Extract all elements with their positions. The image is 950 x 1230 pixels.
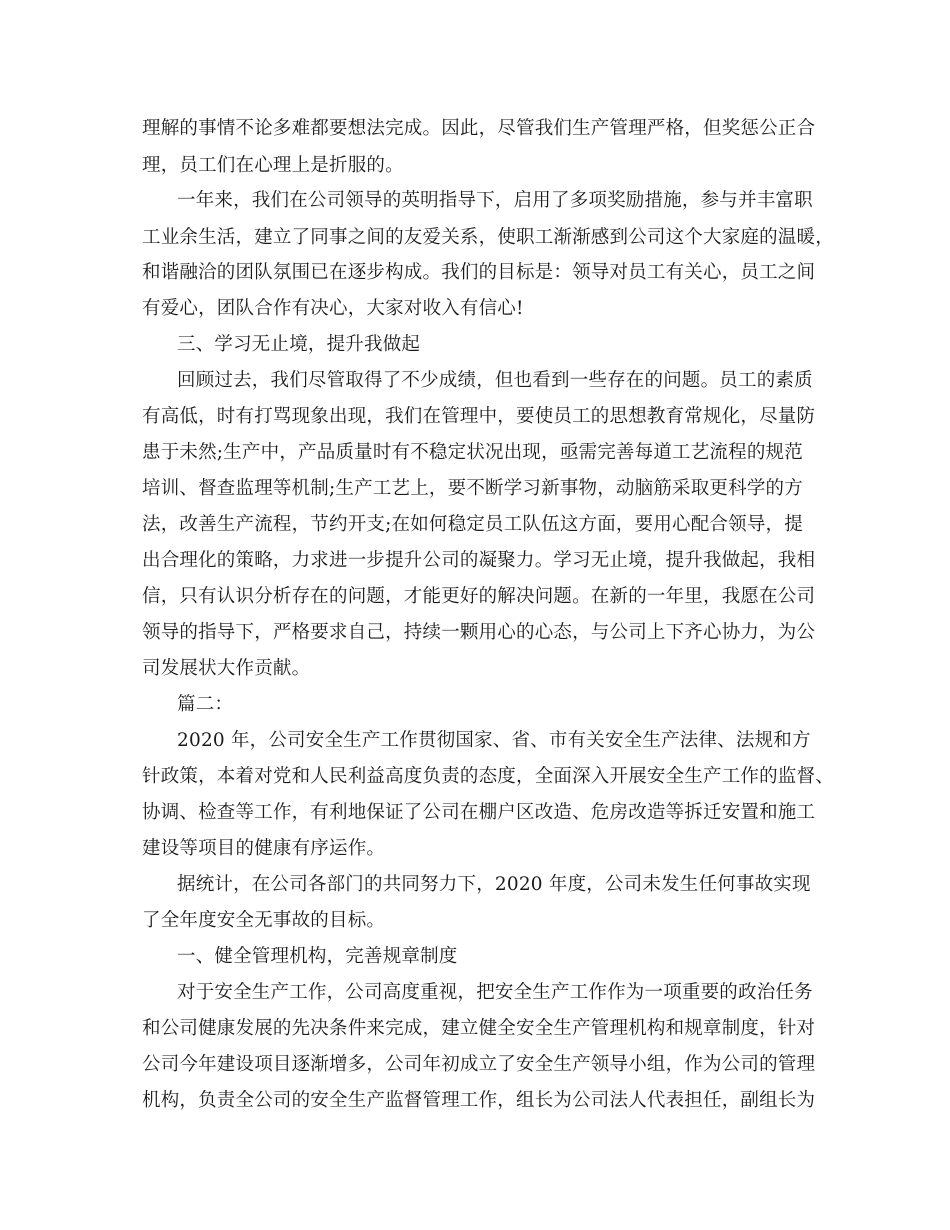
text-line: 公司今年建设项目逐渐增多，公司年初成立了安全生产领导小组，作为公司的管理 — [142, 1054, 816, 1075]
text-line: 信，只有认识分析存在的问题，才能更好的解决问题。在新的一年里，我愿在公司 — [142, 586, 816, 607]
text-line: 领导的指导下，严格要求自己，持续一颗用心的心态，与公司上下齐心协力，为公 — [142, 622, 816, 643]
text-line: 法，改善生产流程，节约开支;在如何稳定员工队伍这方面，要用心配合领导，提 — [142, 514, 803, 535]
text-line: 建设等项目的健康有序运作。 — [142, 838, 386, 859]
text-line: 有爱心，团队合作有决心，大家对收入有信心! — [142, 298, 524, 319]
text-line: 针政策，本着对党和人民利益高度负责的态度，全面深入开展安全生产工作的监督、 — [142, 766, 834, 787]
text-line: 有高低，时有打骂现象出现，我们在管理中，要使员工的思想教育常规化，尽量防 — [142, 406, 816, 427]
text-line: 和公司健康发展的先决条件来完成，建立健全安全生产管理机构和规章制度，针对 — [142, 1018, 816, 1039]
text-line: 一年来，我们在公司领导的英明指导下，启用了多项奖励措施，参与并丰富职 — [177, 190, 813, 211]
text-line: 和谐融洽的团队氛围已在逐步构成。我们的目标是：领导对员工有关心，员工之间 — [142, 262, 816, 283]
text-line: 工业余生活，建立了同事之间的友爱关系，使职工渐渐感到公司这个大家庭的温暖， — [142, 227, 834, 248]
text-line: 协调、检查等工作，有利地保证了公司在棚户区改造、危房改造等拆迁安置和施工 — [142, 802, 816, 823]
text-line: 理，员工们在心理上是折服的。 — [142, 155, 404, 176]
text-line: 出合理化的策略，力求进一步提升公司的凝聚力。学习无止境，提升我做起，我相 — [142, 550, 816, 571]
section-heading: 篇二： — [177, 694, 234, 715]
section-heading: 一、健全管理机构，完善规章制度 — [177, 946, 458, 967]
section-heading: 三、学习无止境，提升我做起 — [177, 334, 421, 355]
text-line: 回顾过去，我们尽管取得了不少成绩，但也看到一些存在的问题。员工的素质 — [177, 370, 813, 391]
text-line: 司发展状大作贡献。 — [142, 658, 311, 679]
text-line: 培训、督查监理等机制;生产工艺上，要不断学习新事物，动脑筋采取更科学的方 — [142, 478, 803, 499]
text-line: 据统计，在公司各部门的共同努力下，2020 年度，公司未发生任何事故实现 — [177, 874, 811, 895]
text-line: 患于未然;生产中，产品质量时有不稳定状况出现，亟需完善每道工艺流程的规范 — [142, 442, 803, 463]
text-line: 理解的事情不论多难都要想法完成。因此，尽管我们生产管理严格，但奖惩公正合 — [142, 118, 816, 139]
text-line: 对于安全生产工作，公司高度重视，把安全生产工作作为一项重要的政治任务 — [177, 982, 813, 1003]
text-line: 机构，负责全公司的安全生产监督管理工作，组长为公司法人代表担任，副组长为 — [142, 1090, 816, 1111]
text-line: 2020 年，公司安全生产工作贯彻国家、省、市有关安全生产法律、法规和方 — [177, 730, 811, 751]
text-line: 了全年度安全无事故的目标。 — [142, 910, 386, 931]
